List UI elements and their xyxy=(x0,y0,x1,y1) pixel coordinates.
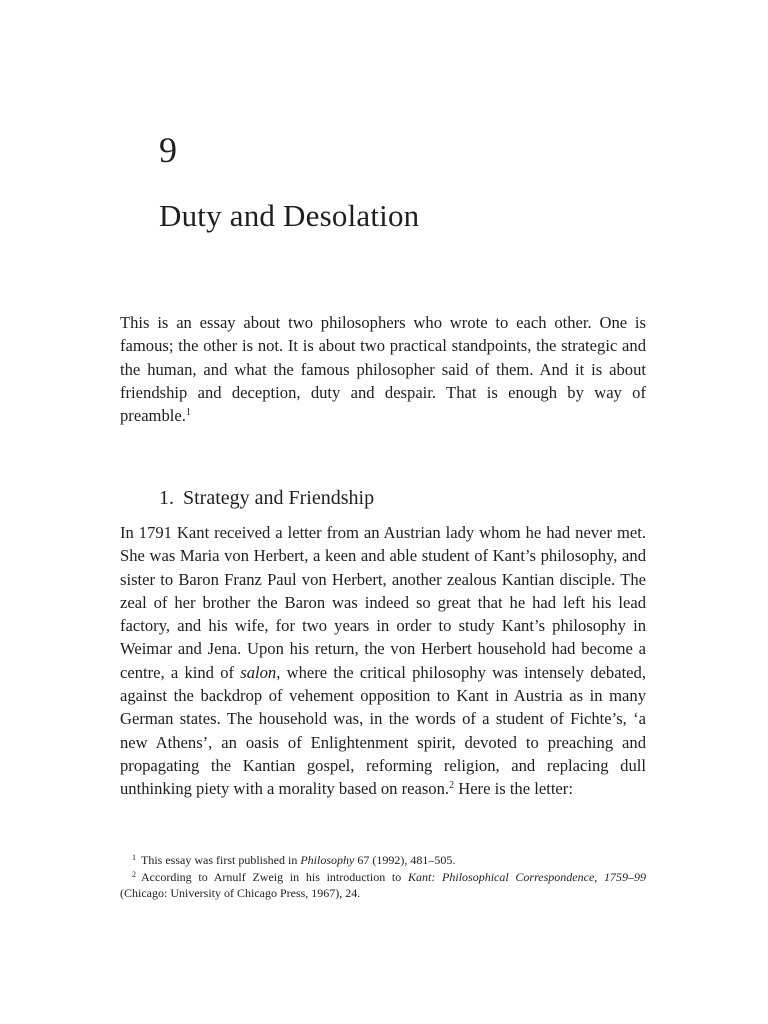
intro-paragraph xyxy=(120,311,646,427)
body-text-part2: , where the critical philosophy was intensely debated, against the backdrop of vehement opposition to Kant in Austria as in many German states. The household was, in the words of a student of Fichte’s, ‘a new Athens’, an oasis of Enlightenment spirit, devoted to preaching and propagating the Kantian gospel, reforming religion, and replacing dull unthinking piety with a morality based on reason. xyxy=(120,662,646,799)
footnote-ref-1[interactable]: 1 xyxy=(185,407,191,419)
footnote-ref-2[interactable]: 2 xyxy=(449,780,455,792)
footnote-1-mark: 1 xyxy=(132,853,136,862)
chapter-title: Duty and Desolation xyxy=(159,198,420,233)
body-text-part1: In 1791 Kant received a letter from an Austrian lady whom he had never met. She was Maria von Herbert, a keen and able student of Kant’s philosophy, and sister to Baron Franz Paul von Herbert, another zealous Kantian disciple. The zeal of her brother the Baron was indeed so great that he had left his lead factory, and his wife, for two years in order to study Kant’s philosophy in Weimar and Jena. Upon his return, the von Herbert household had become a centre, a kind of xyxy=(120,523,646,682)
section-heading xyxy=(159,484,374,512)
footnote-1-post: 67 (1992), 481–505. xyxy=(354,853,456,867)
footnotes xyxy=(120,852,646,902)
chapter-number: 9 xyxy=(159,130,177,170)
footnote-2-mark: 2 xyxy=(132,869,136,879)
section-number: 1. xyxy=(159,487,174,509)
section-title: Strategy and Friendship xyxy=(183,487,375,509)
footnote-1 xyxy=(120,852,646,869)
footnote-1-pre: This essay was first published in xyxy=(141,853,301,867)
footnote-2-post: (Chicago: University of Chicago Press, 1967), 24. xyxy=(120,886,361,900)
footnote-2 xyxy=(120,869,646,902)
footnote-2-italic: Kant: Philosophical Correspondence, 1759–99 xyxy=(407,869,646,884)
footnote-2-pre: According to Arnulf Zweig in his introduction to xyxy=(141,869,408,884)
intro-text: This is an essay about two philosophers who wrote to each other. One is famous; the other is not. It is about two practical standpoints, the strategic and the human, and what the famous philosopher said of them. And it is about friendship and deception, duty and despair. That is enough by way of preamble. xyxy=(120,313,646,426)
body-text-italic: salon xyxy=(240,662,277,682)
body-text-part3: Here is the letter: xyxy=(454,779,573,799)
footnote-1-italic: Philosophy xyxy=(300,853,355,867)
body-paragraph xyxy=(120,521,646,801)
